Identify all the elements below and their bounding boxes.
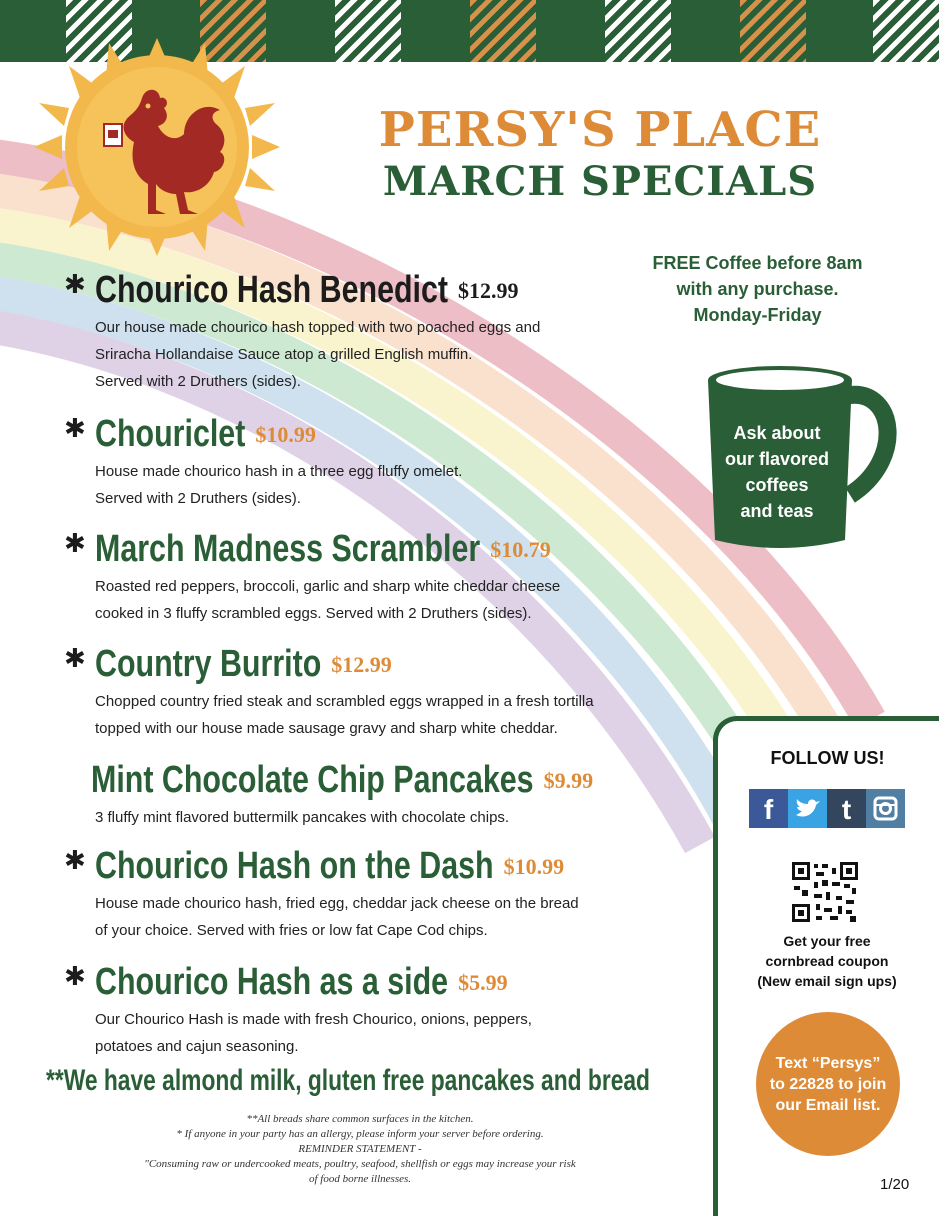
twitter-icon[interactable] — [788, 789, 827, 828]
tumblr-icon[interactable] — [827, 789, 866, 828]
star-icon: ✱ — [64, 270, 86, 300]
restaurant-name: PERSY'S PLACE — [378, 102, 822, 158]
menu-item — [0, 527, 700, 627]
menu-item-description: Our Chourico Hash is made with fresh Chourico, onions, peppers, — [95, 1011, 532, 1028]
menu-item — [0, 758, 700, 831]
facebook-icon[interactable] — [749, 789, 788, 828]
menu-item-header — [0, 960, 700, 1006]
promo-line: Monday-Friday — [693, 305, 822, 325]
menu-item-name: Country Burrito — [95, 643, 322, 685]
star-icon: ✱ — [64, 529, 86, 559]
menu-item — [0, 960, 700, 1060]
menu-item-description: Served with 2 Druthers (sides). — [95, 490, 301, 507]
coupon-text — [742, 931, 912, 991]
menu-item-header — [0, 758, 700, 804]
menu-item-description: House made chourico hash in a three egg fluffy omelet. — [95, 463, 463, 480]
menu-item-price: $9.99 — [543, 768, 594, 793]
menu-item-header — [0, 527, 700, 573]
follow-us-title: FOLLOW US! — [770, 748, 885, 768]
coupon-line: cornbread coupon — [765, 953, 889, 969]
page-subtitle: MARCH SPECIALS — [382, 158, 818, 205]
stripe-block — [740, 0, 806, 62]
mug-line: and teas — [740, 501, 814, 521]
instagram-icon[interactable] — [866, 789, 905, 828]
mug-line: Ask about — [733, 423, 821, 443]
menu-item-description: Our house made chourico hash topped with two poached eggs and — [95, 319, 541, 336]
fine-print-line: * If anyone in your party has an allergy, please inform your server before ordering. — [176, 1128, 544, 1140]
fine-print-line: REMINDER STATEMENT - — [298, 1143, 422, 1155]
menu-item-name: Chouriclet — [95, 413, 246, 455]
fine-print — [60, 1112, 660, 1187]
mug-line: coffees — [745, 475, 809, 495]
almond-milk-note: **We have almond milk, gluten free pancakes and bread — [46, 1064, 650, 1097]
menu-item-description: potatoes and cajun seasoning. — [95, 1038, 299, 1055]
menu-item-price: $10.99 — [503, 854, 565, 879]
qr-code-icon[interactable] — [792, 862, 858, 922]
menu-item-header — [0, 642, 700, 688]
star-icon: ✱ — [64, 846, 86, 876]
star-icon: ✱ — [64, 962, 86, 992]
menu-item — [0, 642, 700, 742]
fine-print-line: **All breads share common surfaces in the kitchen. — [246, 1113, 474, 1125]
menu-item — [0, 412, 700, 512]
menu-item-name: Chourico Hash on the Dash — [95, 845, 494, 887]
star-icon: ✱ — [64, 414, 86, 444]
svg-text:t: t — [841, 794, 852, 825]
menu-item-name: March Madness Scrambler — [95, 528, 481, 570]
menu-item-description: House made chourico hash, fried egg, cheddar jack cheese on the bread — [95, 895, 579, 912]
rooster-sun-logo — [34, 38, 280, 256]
menu-item-price: $10.99 — [255, 422, 316, 447]
menu-item-name: Mint Chocolate Chip Pancakes — [91, 759, 534, 801]
coupon-line: Get your free — [783, 933, 871, 949]
stripe-block — [605, 0, 671, 62]
menu-item-name: Chourico Hash Benedict — [95, 269, 449, 311]
menu-item-description: Sriracha Hollandaise Sauce atop a grilled English muffin. — [95, 346, 473, 363]
fine-print-line: "Consuming raw or undercooked meats, poultry, seafood, shellfish or eggs may increase your risk — [144, 1158, 576, 1170]
menu-item-description: of your choice. Served with fries or low fat Cape Cod chips. — [95, 922, 488, 939]
svg-text:f: f — [763, 794, 774, 825]
menu-item-description: Roasted red peppers, broccoli, garlic and sharp white cheddar cheese — [95, 578, 561, 595]
menu-item-price: $10.79 — [490, 537, 551, 562]
menu-item-header — [0, 844, 700, 890]
menu-item — [0, 844, 700, 944]
menu-item-description: Served with 2 Druthers (sides). — [95, 373, 301, 390]
menu-item-price: $12.99 — [331, 652, 392, 677]
page-number: 1/20 — [880, 1176, 910, 1193]
stripe-block — [335, 0, 401, 62]
mug-text — [702, 420, 852, 524]
text-signup-circle — [756, 1012, 900, 1156]
menu-item-header — [0, 412, 700, 458]
promo-line: with any purchase. — [676, 279, 839, 299]
menu-item-description: cooked in 3 fluffy scrambled eggs. Served with 2 Druthers (sides). — [95, 605, 532, 622]
menu-item — [0, 268, 700, 395]
stripe-block — [873, 0, 939, 62]
menu-item-description: topped with our house made sausage gravy and sharp white cheddar. — [95, 720, 558, 737]
fine-print-line: of food borne illnesses. — [308, 1173, 412, 1185]
star-icon: ✱ — [64, 644, 86, 674]
text-signup-label: Text “Persys” to 22828 to join our Email list. — [769, 1054, 887, 1114]
coupon-line: (New email sign ups) — [757, 973, 897, 989]
menu-item-price: $12.99 — [458, 278, 519, 303]
mug-line: our flavored — [724, 449, 830, 469]
menu-item-description: Chopped country fried steak and scrambled eggs wrapped in a fresh tortilla — [95, 693, 594, 710]
menu-item-header — [0, 268, 700, 314]
menu-item-price: $5.99 — [458, 970, 508, 995]
menu-item-name: Chourico Hash as a side — [95, 961, 449, 1003]
promo-line: FREE Coffee before 8am — [652, 253, 863, 273]
menu-item-description: 3 fluffy mint flavored buttermilk pancakes with chocolate chips. — [95, 809, 510, 826]
stripe-block — [470, 0, 536, 62]
